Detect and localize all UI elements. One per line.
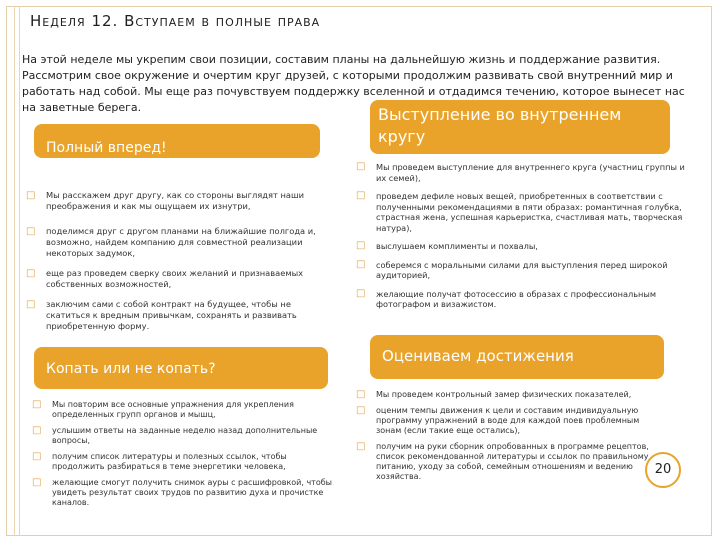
bullet-icon: □ bbox=[26, 226, 36, 237]
bullet-icon: □ bbox=[356, 190, 366, 201]
left-decorative-rule bbox=[14, 6, 20, 536]
dig-list bbox=[32, 400, 332, 514]
bullet-icon: □ bbox=[356, 161, 366, 172]
forward-list bbox=[26, 190, 336, 332]
section-heading-achievements: Оцениваем достижения bbox=[382, 347, 574, 365]
list-item-text: соберемся с моральными силами для выступления перед широкой аудиторией, bbox=[376, 259, 668, 280]
bullet-icon: □ bbox=[356, 287, 366, 299]
list-item bbox=[26, 190, 336, 212]
bullet-icon: □ bbox=[26, 299, 36, 310]
list-item-text: оценим темпы движения к цели и составим индивидуальную программу упражнений в воде для каждой поев проблемным зонам (если такие еще остались), bbox=[376, 406, 640, 435]
list-item-text: Мы расскажем друг другу, как со стороны выглядят наши преображения и как мы ощущаем их изнутри, bbox=[46, 190, 304, 211]
list-item bbox=[26, 226, 336, 259]
list-item bbox=[356, 442, 656, 482]
list-item bbox=[356, 191, 686, 233]
bullet-icon: □ bbox=[32, 451, 42, 462]
bullet-icon: □ bbox=[26, 268, 36, 279]
bullet-icon: □ bbox=[26, 190, 36, 201]
list-item bbox=[26, 268, 336, 290]
list-item bbox=[32, 400, 332, 420]
list-item bbox=[356, 390, 656, 400]
list-item-text: Мы повторим все основные упражнения для укрепления определенных групп органов и мышц, bbox=[52, 400, 294, 419]
bullet-icon: □ bbox=[32, 425, 42, 436]
list-item-text: еще раз проведем сверку своих желаний и признаваемых собственных возможностей, bbox=[46, 268, 304, 289]
list-item bbox=[356, 241, 686, 252]
list-item-text: заключим сами с собой контракт на будущее, чтобы не скатиться к вредным привычкам, сохранять и развивать приобретенную форму. bbox=[46, 299, 297, 331]
page-number-badge: 20 bbox=[645, 452, 681, 488]
bullet-icon: □ bbox=[356, 441, 366, 452]
list-item bbox=[356, 406, 656, 436]
bullet-icon: □ bbox=[356, 389, 366, 400]
list-item-text: получим список литературы и полезных ссылок, чтобы продолжить разбираться в теме энергетики человека, bbox=[52, 452, 287, 471]
list-item bbox=[26, 299, 336, 332]
section-heading-forward: Полный вперед! bbox=[46, 140, 167, 156]
bullet-icon: □ bbox=[356, 405, 366, 416]
list-item bbox=[32, 426, 332, 446]
section-header-dig bbox=[34, 347, 328, 389]
list-item bbox=[32, 452, 332, 472]
list-item-text: Мы проведем выступление для внутреннего круга (участниц группы и их семей), bbox=[376, 162, 685, 183]
achievements-list bbox=[356, 390, 656, 488]
list-item-text: желающие получат фотосессию в образах с профессиональным фотографом и визажистом. bbox=[376, 288, 657, 309]
list-item-text: получим на руки сборник опробованных в программе рецептов, список рекомендованной литературы и ссылок по правильному питанию, уходу за собой, семейным отношениям и ведению хозяйства. bbox=[376, 442, 649, 481]
list-item-text: выслушаем комплименты и похвалы, bbox=[376, 241, 538, 251]
section-heading-inner-circle: Выступление во внутреннем кругу bbox=[378, 105, 622, 146]
list-item bbox=[356, 260, 686, 281]
bullet-icon: □ bbox=[32, 477, 42, 488]
section-header-achievements bbox=[370, 335, 664, 379]
list-item-text: поделимся друг с другом планами на ближайшие полгода и, возможно, найдем компанию для совместной реализации некоторых задумок, bbox=[46, 226, 316, 258]
page-title: Неделя 12. Вступаем в полные права bbox=[30, 12, 321, 30]
bullet-icon: □ bbox=[356, 258, 366, 270]
list-item-text: желающие смогут получить снимок ауры с расшифровкой, чтобы увидеть результат своих трудов по развитию духа и прочистке каналов. bbox=[52, 478, 332, 507]
section-heading-dig: Копать или не копать? bbox=[46, 361, 216, 377]
intro-paragraph: На этой неделе мы укрепим свои позиции, составим планы на дальнейшую жизнь и поддержание развития. Рассмотрим свое окружение и очертим круг друзей, с которыми продолжим развивать свой внутренний мир и работать над собой. Мы еще раз почувствуем поддержку вселенной и отдадимся течению, которое вынесет нас на заветные берега. bbox=[22, 53, 685, 114]
bullet-icon: □ bbox=[356, 240, 366, 251]
list-item-text: услышим ответы на заданные неделю назад дополнительные вопросы, bbox=[52, 426, 318, 445]
list-item-text: Мы проведем контрольный замер физических показателей, bbox=[376, 390, 632, 399]
list-item bbox=[356, 289, 686, 310]
list-item bbox=[32, 478, 332, 508]
bullet-icon: □ bbox=[32, 399, 42, 410]
list-item bbox=[356, 162, 686, 183]
section-header-inner-circle bbox=[370, 100, 670, 154]
list-item-text: проведем дефиле новых вещей, приобретенных в соответствии с полученными рекомендациями в пяти образах: романтичная голубка, страстная жена, успешная карьеристка, счастливая мать, творческая натура), bbox=[376, 191, 683, 233]
inner-circle-list bbox=[356, 162, 686, 310]
section-header-forward bbox=[34, 124, 320, 158]
